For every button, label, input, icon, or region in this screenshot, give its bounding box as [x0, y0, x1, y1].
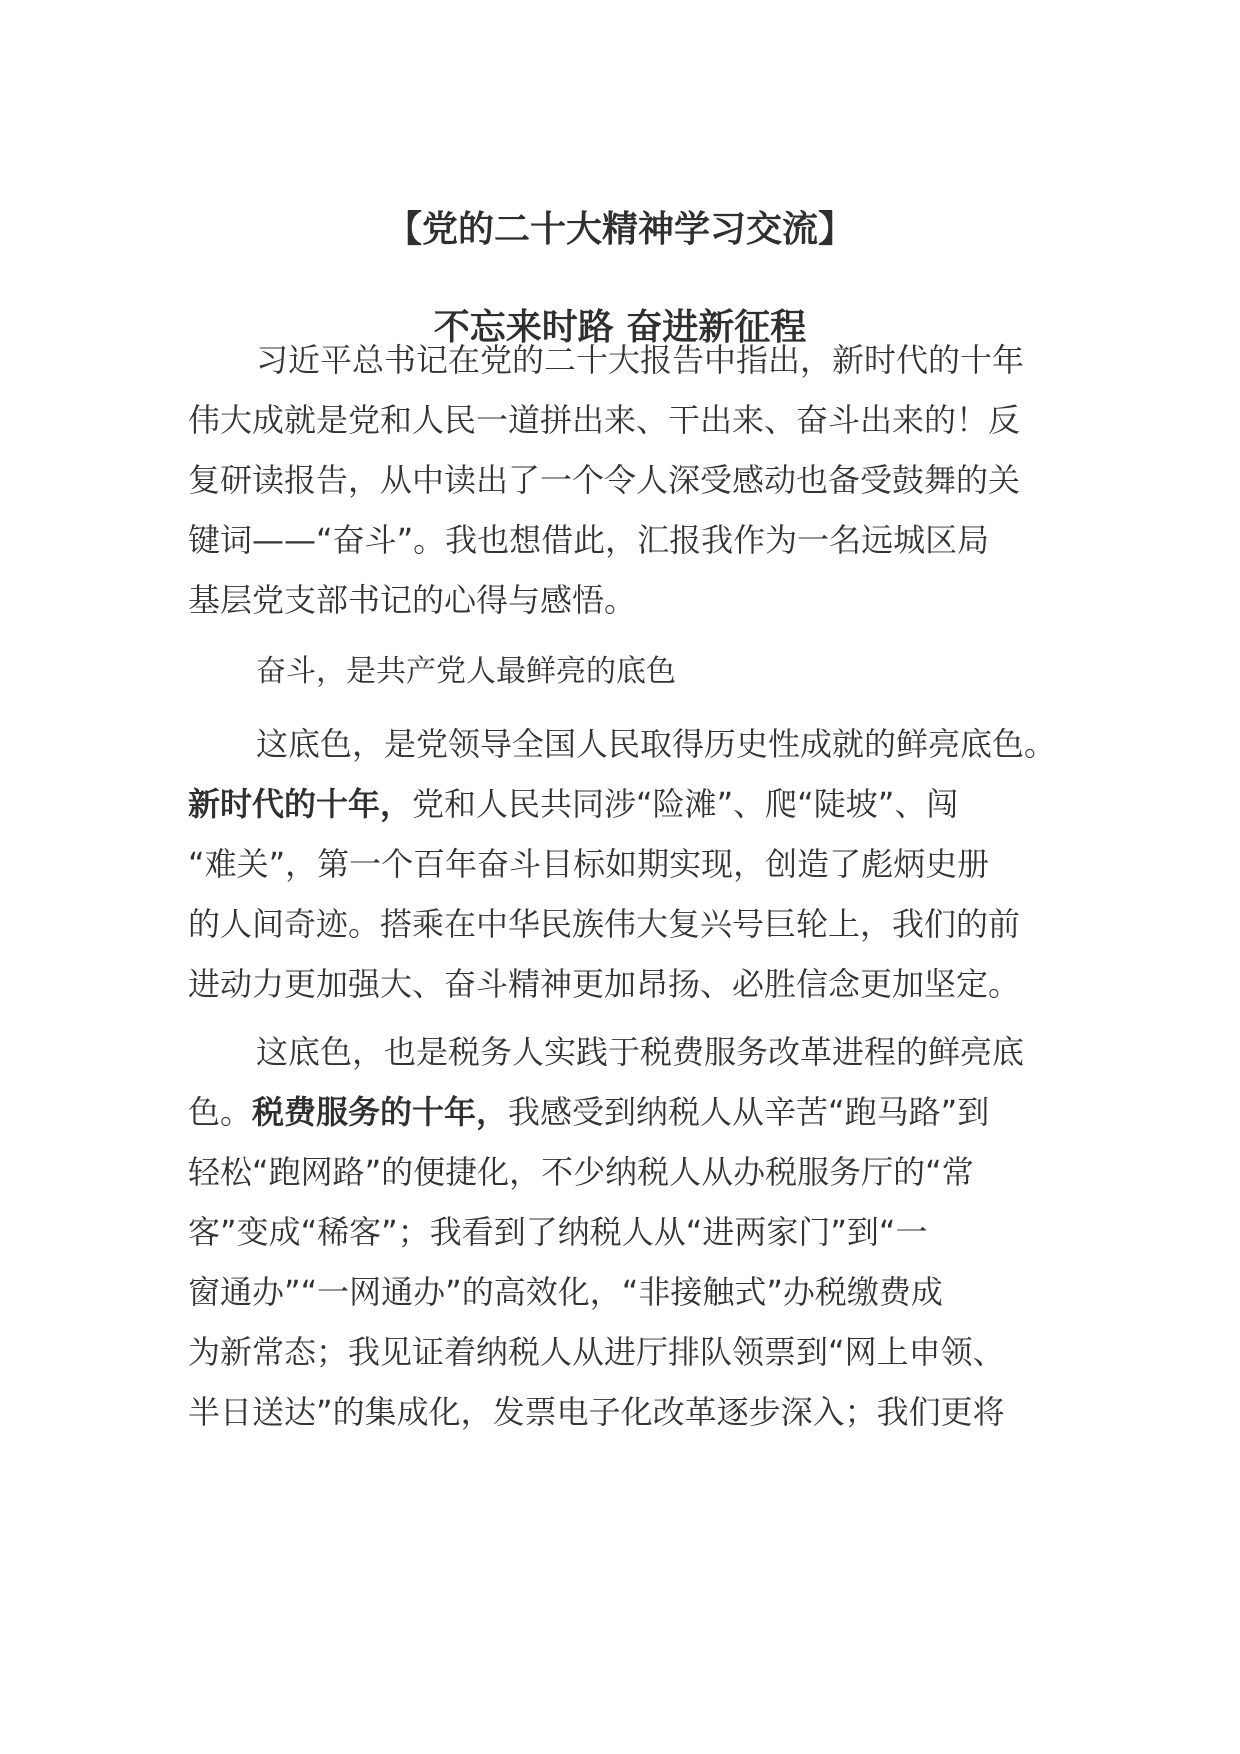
paragraph-2-line-5: 进动力更加强大、奋斗精神更加昂扬、必胜信念更加坚定。 [188, 965, 1021, 1003]
paragraph-1-line-4: 键词——“奋斗”。我也想借此，汇报我作为一名远城区局 [188, 521, 990, 559]
paragraph-3-line-2-start: 色。 [188, 1093, 253, 1131]
paragraph-3-line-2-text: 我感受到纳税人从辛苦“跑马路”到 [508, 1093, 990, 1131]
paragraph-1-line-1: 习近平总书记在党的二十大报告中指出，新时代的十年 [256, 341, 1025, 379]
section-subheading: 奋斗，是共产党人最鲜亮的底色 [256, 654, 676, 689]
document-title: 【党的二十大精神学习交流】 [385, 209, 854, 250]
paragraph-3-line-3: 轻松“跑网路”的便捷化，不少纳税人从办税服务厅的“常 [188, 1153, 974, 1191]
paragraph-2-line-1: 这底色，是党领导全国人民取得历史性成就的鲜亮底色。 [256, 725, 1057, 763]
paragraph-2-line-4: 的人间奇迹。搭乘在中华民族伟大复兴号巨轮上，我们的前 [188, 905, 1021, 943]
document-subtitle: 不忘来时路 奋进新征程 [433, 307, 807, 348]
paragraph-3-line-1: 这底色，也是税务人实践于税费服务改革进程的鲜亮底 [256, 1033, 1025, 1071]
paragraph-1-line-5: 基层党支部书记的心得与感悟。 [188, 581, 637, 619]
highlight-phrase: 新时代的十年， [188, 785, 413, 823]
paragraph-2-line-2 [188, 772, 1088, 836]
paragraph-1-line-2: 伟大成就是党和人民一道拼出来、干出来、奋斗出来的！反 [188, 401, 1021, 439]
highlight-phrase: 税费服务的十年， [252, 1093, 509, 1131]
paragraph-2-line-2-text: 党和人民共同涉“险滩”、爬“陡坡”、闯 [412, 785, 959, 823]
paragraph-3-line-2 [188, 1080, 1088, 1144]
paragraph-1-line-3: 复研读报告，从中读出了一个令人深受感动也备受鼓舞的关 [188, 461, 1021, 499]
paragraph-3-line-7: 半日送达”的集成化，发票电子化改革逐步深入；我们更将 [188, 1393, 1005, 1431]
paragraph-2-line-3: “难关”，第一个百年奋斗目标如期实现，创造了彪炳史册 [188, 845, 990, 883]
paragraph-3-line-5: 窗通办”“一网通办”的高效化，“非接触式”办税缴费成 [188, 1273, 943, 1311]
paragraph-3-line-6: 为新常态；我见证着纳税人从进厅排队领票到“网上申领、 [188, 1333, 1005, 1371]
paragraph-3-line-4: 客”变成“稀客”；我看到了纳税人从“进两家门”到“一 [188, 1213, 928, 1251]
